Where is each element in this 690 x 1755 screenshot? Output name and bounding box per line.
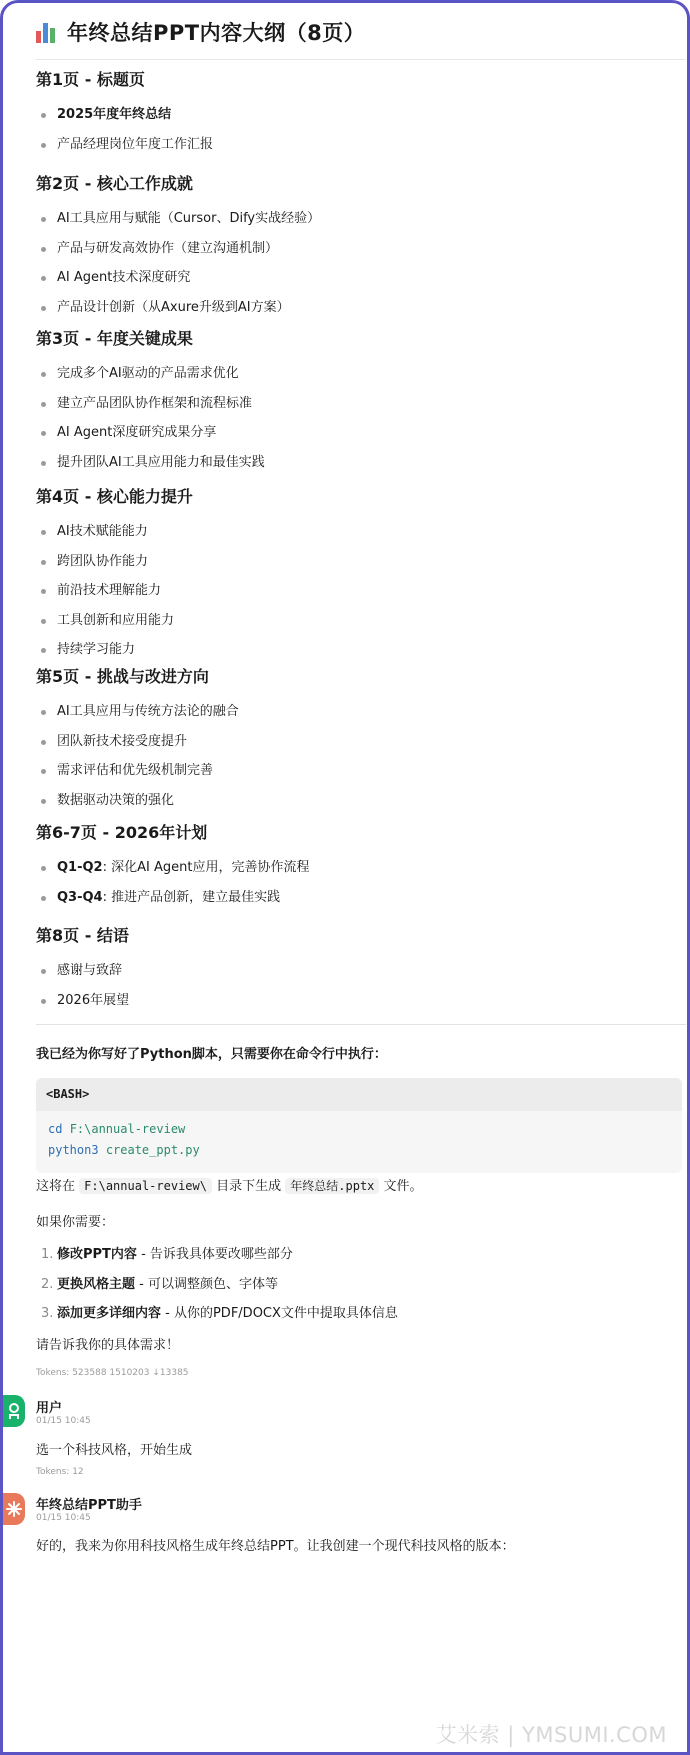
watermark: 艾米索 | YMSUMI.COM — [435, 1723, 667, 1747]
list-item-text: 持续学习能力 — [57, 642, 136, 657]
list-item — [36, 731, 239, 761]
outline-section — [36, 923, 129, 1019]
code-block — [36, 1078, 682, 1173]
bullet-list — [36, 521, 193, 669]
list-item — [36, 857, 309, 887]
inline-code-path: F:\annual-review\ — [79, 1178, 212, 1194]
option-description: - 可以调整颜色、字体等 — [135, 1276, 278, 1292]
list-item-text: 需求评估和优先级机制完善 — [57, 763, 214, 778]
code-line — [48, 1119, 670, 1140]
user-name: 用户 — [36, 1401, 63, 1416]
note-text: 目录下生成 — [216, 1179, 282, 1194]
token-count: Tokens: 523588 1510203 ↓13385 — [36, 1368, 189, 1378]
user-avatar — [3, 1395, 25, 1427]
list-item-text: AI工具应用与赋能（Cursor、Dify实战经验） — [57, 211, 321, 226]
option-description: - 从你的PDF/DOCX文件中提取具体信息 — [161, 1306, 398, 1321]
list-item — [36, 422, 265, 452]
code-command: cd — [48, 1122, 63, 1136]
note-text: 文件。 — [383, 1179, 423, 1194]
chat-content — [36, 3, 686, 1554]
script-intro: 我已经为你写好了Python脚本，只需要你在命令行中执行： — [36, 1047, 387, 1062]
user-message-text: 选一个科技风格，开始生成 — [36, 1443, 193, 1458]
if-need-text: 如果你需要： — [36, 1215, 115, 1230]
list-item — [36, 297, 320, 327]
section-heading: 第2页 - 核心工作成就 — [36, 174, 193, 193]
list-item-text: 前沿技术理解能力 — [57, 583, 162, 598]
bullet-list — [36, 960, 129, 1019]
code-argument: create_ppt.py — [105, 1143, 200, 1157]
option-number: 3. — [41, 1306, 54, 1321]
list-item-text: 产品设计创新（从Axure升级到AI方案） — [57, 299, 290, 315]
list-item-text: 提升团队AI工具应用能力和最佳实践 — [57, 454, 265, 470]
option-title: 修改PPT内容 — [57, 1247, 137, 1262]
bar-chart-icon — [36, 21, 58, 43]
list-item — [36, 610, 193, 640]
user-token-count: Tokens: 12 — [36, 1467, 84, 1477]
bullet-list — [36, 701, 239, 819]
list-item — [36, 521, 193, 551]
generation-note — [36, 1175, 423, 1194]
option-item — [36, 1274, 398, 1304]
list-item — [36, 363, 265, 393]
list-item — [36, 760, 239, 790]
list-item-bold: 2025年度年终总结 — [57, 107, 172, 122]
option-item — [36, 1303, 398, 1333]
list-item-text: AI Agent深度研究成果分享 — [57, 425, 217, 440]
code-language-label: <BASH> — [36, 1078, 682, 1111]
list-item — [36, 551, 193, 581]
option-description: - 告诉我具体要改哪些部分 — [136, 1247, 293, 1262]
list-item — [36, 887, 309, 917]
assistant-timestamp: 01/15 10:45 — [36, 1513, 91, 1523]
list-item-text: 完成多个AI驱动的产品需求优化 — [57, 366, 239, 381]
outline-title: 年终总结PPT内容大纲（8页） — [67, 21, 366, 45]
outline-section — [36, 67, 213, 163]
section-heading: 第6-7页 - 2026年计划 — [36, 823, 208, 842]
assistant-name: 年终总结PPT助手 — [36, 1498, 142, 1513]
list-item-text: 感谢与致辞 — [57, 963, 123, 978]
section-heading: 第1页 - 标题页 — [36, 70, 145, 89]
inline-code-file: 年终总结.pptx — [285, 1178, 379, 1194]
outline-section — [36, 664, 239, 819]
outline-title-row — [36, 17, 686, 47]
list-item-bold: Q1-Q2 — [57, 860, 103, 875]
user-timestamp: 01/15 10:45 — [36, 1416, 91, 1426]
option-number: 2. — [41, 1276, 54, 1292]
list-item-text: 跨团队协作能力 — [57, 553, 149, 569]
list-item — [36, 208, 320, 238]
section-heading: 第3页 - 年度关键成果 — [36, 329, 193, 348]
list-item — [36, 990, 129, 1020]
code-argument: F:\annual-review — [69, 1122, 186, 1136]
section-heading: 第8页 - 结语 — [36, 926, 129, 945]
user-icon — [7, 1402, 21, 1420]
section-divider — [36, 1024, 686, 1025]
option-title: 添加更多详细内容 — [57, 1306, 162, 1321]
code-line — [48, 1140, 670, 1161]
bullet-list — [36, 208, 320, 326]
title-divider — [36, 59, 686, 60]
outline-section — [36, 484, 193, 669]
note-text: 这将在 — [36, 1179, 76, 1194]
list-item-text: : 深化AI Agent应用，完善协作流程 — [102, 860, 310, 875]
assistant-message-text: 好的，我来为你用科技风格生成年终总结PPT。让我创建一个现代科技风格的版本： — [36, 1539, 515, 1554]
list-item — [36, 238, 320, 268]
list-item — [36, 393, 265, 423]
bullet-list — [36, 104, 213, 163]
code-body[interactable] — [36, 1111, 682, 1173]
option-number: 1. — [41, 1247, 54, 1262]
outline-section — [36, 326, 265, 481]
options-list — [36, 1244, 398, 1333]
list-item — [36, 580, 193, 610]
code-command: python3 — [48, 1143, 99, 1157]
section-heading: 第4页 - 核心能力提升 — [36, 487, 193, 506]
list-item — [36, 104, 213, 134]
option-title: 更换风格主题 — [57, 1276, 136, 1292]
bullet-list — [36, 857, 309, 916]
list-item-text: 2026年展望 — [57, 992, 130, 1008]
list-item-text: 产品与研发高效协作（建立沟通机制） — [57, 240, 279, 256]
list-item — [36, 452, 265, 482]
list-item — [36, 267, 320, 297]
list-item-text: 建立产品团队协作框架和流程标准 — [57, 395, 253, 411]
closing-text: 请告诉我你的具体需求！ — [36, 1338, 180, 1353]
list-item-text: 产品经理岗位年度工作汇报 — [57, 136, 214, 152]
bullet-list — [36, 363, 265, 481]
list-item-text: 工具创新和应用能力 — [57, 612, 175, 628]
option-item — [36, 1244, 398, 1274]
list-item-text: 团队新技术接受度提升 — [57, 733, 188, 749]
assistant-avatar — [3, 1493, 25, 1525]
outline-section — [36, 820, 309, 916]
list-item — [36, 790, 239, 820]
list-item-text: 数据驱动决策的强化 — [57, 792, 175, 808]
list-item-text: AI工具应用与传统方法论的融合 — [57, 704, 239, 719]
list-item-text: : 推进产品创新，建立最佳实践 — [102, 889, 281, 905]
section-heading: 第5页 - 挑战与改进方向 — [36, 667, 209, 686]
sparkle-icon — [6, 1501, 22, 1517]
list-item — [36, 960, 129, 990]
list-item-text: AI Agent技术深度研究 — [57, 270, 191, 285]
outline-section — [36, 171, 320, 326]
list-item — [36, 701, 239, 731]
list-item-bold: Q3-Q4 — [57, 889, 103, 905]
list-item-text: AI技术赋能能力 — [57, 524, 148, 539]
list-item — [36, 134, 213, 164]
